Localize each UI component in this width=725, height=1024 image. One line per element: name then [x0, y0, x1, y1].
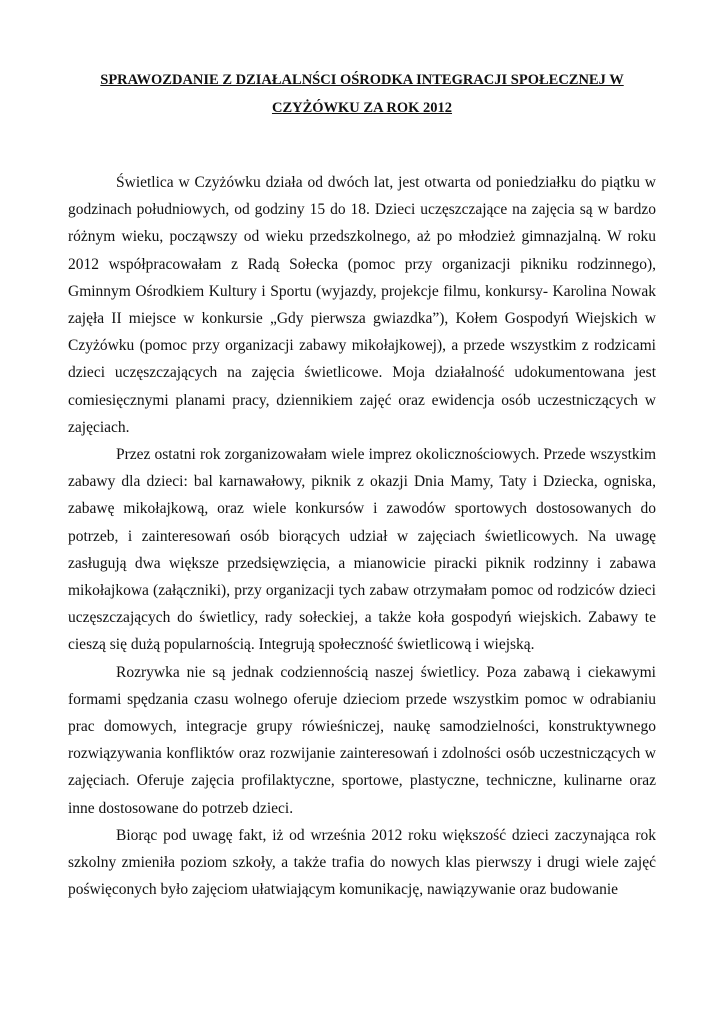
paragraph-imprezy: Przez ostatni rok zorganizowałam wiele imprez okolicznościowych. Przede wszystkim zabawy dla dzieci: bal karnawałowy, piknik z okazji Dnia Mamy, Taty i Dziecka, ogniska, zabawę mikołajkową, oraz wiele konkursów i zawodów sportowych dostosowanych do potrzeb, i zainteresowań osób biorących udział w zajęciach świetlicowych. Na uwagę zasługują dwa większe przedsięwzięcia, a mianowicie piracki piknik rodzinny i zabawa mikołajkowa (załączniki), przy organizacji tych zabaw otrzymałam pomoc od rodziców dzieci uczęszczających do świetlicy, rady sołeckiej, a także koła gospodyń wiejskich. Zabawy te cieszą się dużą popularnością. Integrują społeczność świetlicową i wiejską.	[68, 446, 656, 654]
paragraph-nowy-rok-szkolny: Biorąc pod uwagę fakt, iż od września 2012 roku większość dzieci zaczynająca rok szkolny zmieniła poziom szkoły, a także trafia do nowych klas pierwszy i drugi wiele zajęć poświęconych było zajęciom ułatwiającym komunikację, nawiązywanie oraz budowanie	[68, 826, 656, 899]
paragraph-swietlica-intro: Świetlica w Czyżówku działa od dwóch lat, jest otwarta od poniedziałku do piątku w godzinach południowych, od godziny 15 do 18. Dzieci uczęszczające na zajęcia są w bardzo różnym wieku, począwszy od wieku przedszkolnego, aż po młodzież gimnazjalną. W roku 2012 współpracowałam z Radą Sołecka (pomoc przy organizacji pikniku rodzinnego), Gminnym Ośrodkiem Kultury i Sportu (wyjazdy, projekcje filmu, konkursy- Karolina Nowak zajęła II miejsce w konkursie „Gdy pierwsza gwiazdka”), Kołem Gospodyń Wiejskich w Czyżówku (pomoc przy organizacji zabawy mikołajkowej), a przede wszystkim z rodzicami dzieci uczęszczających na zajęcia świetlicowe. Moja działalność udokumentowana jest comiesięcznymi planami pracy, dziennikiem zajęć oraz ewidencja osób uczestniczących w zajęciach.	[68, 174, 656, 436]
document-title: SPRAWOZDANIE Z DZIAŁALNŚCI OŚRODKA INTEGRACJI SPOŁECZNEJ W CZYŻÓWKU ZA ROK 2012	[100, 72, 624, 116]
document-body	[68, 169, 656, 903]
paragraph-oferta: Rozrywka nie są jednak codziennością naszej świetlicy. Poza zabawą i ciekawymi formami spędzania czasu wolnego oferuje dzieciom przede wszystkim pomoc w odrabianiu prac domowych, integracje grupy rówieśniczej, naukę samodzielności, konstruktywnego rozwiązywania konfliktów oraz rozwijanie zainteresowań i zdolności osób uczestniczących w zajęciach. Oferuje zajęcia profilaktyczne, sportowe, plastyczne, techniczne, kulinarne oraz inne dostosowane do potrzeb dzieci.	[68, 663, 656, 817]
